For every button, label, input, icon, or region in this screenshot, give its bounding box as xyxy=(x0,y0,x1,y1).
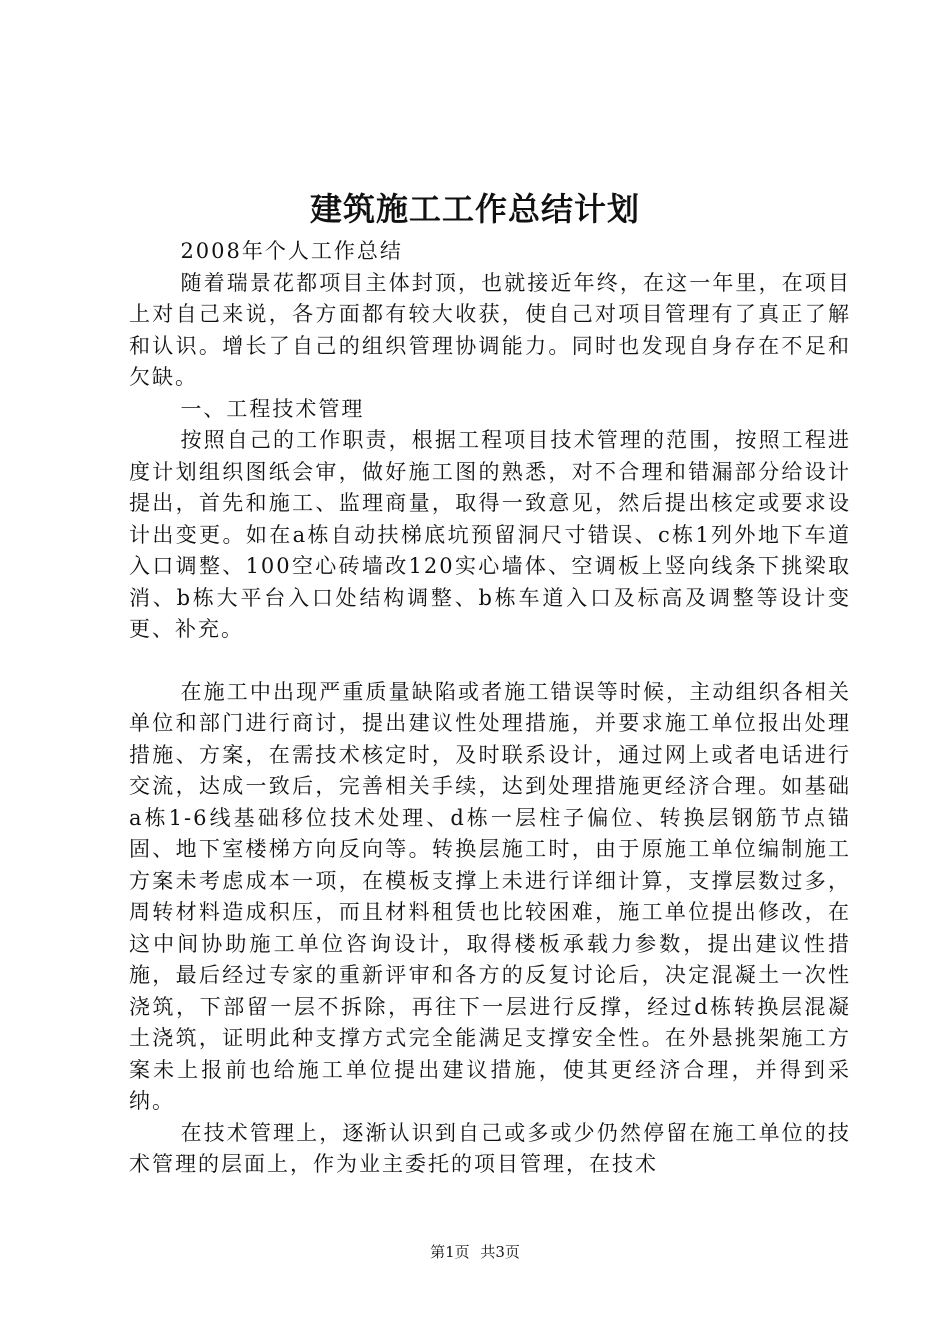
document-body xyxy=(129,236,851,1181)
page-footer xyxy=(0,1241,950,1263)
page-number: 第1页 xyxy=(430,1243,470,1261)
paragraph-subtitle: 2008年个人工作总结 xyxy=(180,239,403,263)
paragraph-intro: 随着瑞景花都项目主体封顶，也就接近年终，在这一年里，在项目上对自己来说，各方面都有较大收获，使自己对项目管理有了真正了解和认识。增长了自己的组织管理协调能力。同时也发现自身存在不足和欠缺。 xyxy=(129,270,851,389)
page-total: 共3页 xyxy=(480,1243,520,1261)
paragraph-technical-management: 在技术管理上，逐渐认识到自己或多或少仍然停留在施工单位的技术管理的层面上，作为业主委托的项目管理，在技术 xyxy=(129,1120,851,1176)
section-heading: 一、工程技术管理 xyxy=(180,396,365,421)
document-title: 建筑施工工作总结计划 xyxy=(309,190,640,228)
paragraph-responsibilities: 按照自己的工作职责，根据工程项目技术管理的范围，按照工程进度计划组织图纸会审，做好施工图的熟悉，对不合理和错漏部分给设计提出，首先和施工、监理商量，取得一致意见，然后提出核定或要求设计出变更。如在a栋自动扶梯底坑预留洞尺寸错误、c栋1列外地下车道入口调整、100空心砖墙改120实心墙体、空调板上竖向线条下挑梁取消、b栋大平台入口处结构调整、b栋车道入口及标高及调整等设计变更、补充。 xyxy=(129,428,851,641)
paragraph-quality-issues: 在施工中出现严重质量缺陷或者施工错误等时候，主动组织各相关单位和部门进行商讨，提出建议性处理措施，并要求施工单位报出处理措施、方案，在需技术核定时，及时联系设计，通过网上或者电话进行交流，达成一致后，完善相关手续，达到处理措施更经济合理。如基础a栋1-6线基础移位技术处理、d栋一层柱子偏位、转换层钢筋节点锚固、地下室楼梯方向反向等。转换层施工时，由于原施工单位编制施工方案未考虑成本一项，在模板支撑上未进行详细计算，支撑层数过多，周转材料造成积压，而且材料租赁也比较困难，施工单位提出修改，在这中间协助施工单位咨询设计，取得楼板承载力参数，提出建议性措施，最后经过专家的重新评审和各方的反复讨论后，决定混凝土一次性浇筑，下部留一层不拆除，再往下一层进行反撑，经过d栋转换层混凝土浇筑，证明此种支撑方式完全能满足支撑安全性。在外悬挑架施工方案未上报前也给施工单位提出建议措施，使其更经济合理，并得到采纳。 xyxy=(129,679,851,1113)
